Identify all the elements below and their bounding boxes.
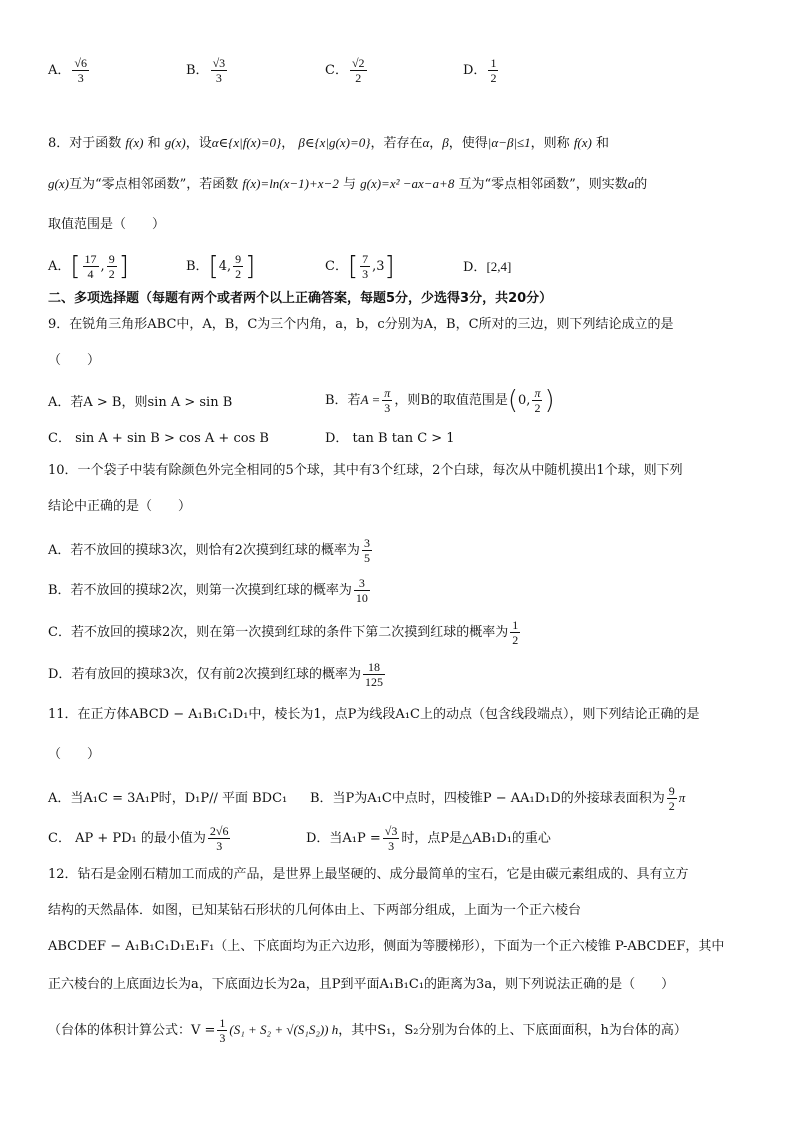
q8-line-2: g(x)互为“零点相邻函数”，若函数 f(x)=ln(x−1)+x−2 与 g(x)=x² −ax−a+8 互为“零点相邻函数”，则实数a的 [48,176,648,192]
q8-option-b[interactable]: B．[4, $\frac{9}{2}$ ] [186,251,256,282]
q7-option-d[interactable]: D． $\frac{1}{2}$ [463,56,497,85]
q11-line-2: （ ） [48,747,101,762]
q8-line-3: 取值范围是（ ） [48,217,166,232]
fraction: $\frac{√6}{3}$ [74,56,87,85]
q10-line-2: 结论中正确的是（ ） [48,499,192,514]
q8-option-a[interactable]: A．[ $\frac{17}{4}$ , $\frac{9}{2}$ ] [48,251,129,282]
section-2-header: 二、多项选择题（每题有两个或者两个以上正确答案，每题5分，少选得3分，共20分） [48,291,553,306]
q7-option-a[interactable]: A． $\frac{√6}{3}$ [48,56,87,85]
fraction: $\frac{√2}{2}$ [351,56,365,85]
q9-option-c[interactable]: C． sin A + sin B > cos A + cos B [48,431,269,446]
q8-option-d[interactable]: D．[2,4] [463,259,512,275]
q11-option-c[interactable]: C． AP + PD₁ 的最小值为 $\frac{2√6}{3}$ [48,824,229,853]
q10-option-d[interactable]: D．若有放回的摸球3次，仅有前2次摸到红球的概率为 $\frac{18}{125}$ [48,660,383,689]
q9-option-b[interactable]: B．若A = $\frac{\pi}{3}$ ，则B的取值范围是(0, $\frac{\pi}{2}$ ) [325,385,555,416]
q9-option-d[interactable]: D． tan B tan C > 1 [325,431,455,446]
q11-option-a[interactable]: A．当A₁C = 3A₁P时，D₁P// 平面 BDC₁ [48,791,288,806]
q8-line-1: 8．对于函数 f(x) 和 g(x)，设α∈{x|f(x)=0}， β∈{x|g(x)=0}，若存在α，β，使得|α−β|≤1，则称 f(x) 和 [48,135,610,151]
q12-line-1: 12．钻石是金刚石精加工而成的产品，是世界上最坚硬的、成分最简单的宝石，它是由碳元素组成的、具有立方 [48,867,689,882]
q8-option-c[interactable]: C．[ $\frac{7}{3}$ ,3] [325,251,395,282]
q9-option-a[interactable]: A．若A > B，则sin A > sin B [48,395,233,410]
q12-line-3: ABCDEF − A₁B₁C₁D₁E₁F₁（上、下底面均为正六边形，侧面为等腰梯形），下面为一个正六棱锥 P-ABCDEF，其中 [48,939,725,954]
q12-line-2: 结构的天然晶体．如图，已知某钻石形状的几何体由上、下两部分组成，上面为一个正六棱台 [48,903,582,918]
q10-line-1: 10．一个袋子中装有除颜色外完全相同的5个球，其中有3个红球，2个白球，每次从中随机摸出1个球，则下列 [48,463,683,478]
q10-option-c[interactable]: C．若不放回的摸球2次，则在第一次摸到红球的条件下第二次摸到红球的概率为 $\frac{1}{2}$ [48,618,519,647]
q9-line-2: （ ） [48,353,101,368]
fraction: $\frac{1}{2}$ [490,56,497,85]
q7-option-b[interactable]: B． $\frac{√3}{3}$ [186,56,226,85]
q10-option-b[interactable]: B．若不放回的摸球2次，则第一次摸到红球的概率为 $\frac{3}{10}$ [48,576,368,605]
q11-option-d[interactable]: D．当A₁P = $\frac{√3}{3}$ 时，点P是△AB₁D₁的重心 [306,824,551,853]
q10-option-a[interactable]: A．若不放回的摸球3次，则恰有2次摸到红球的概率为 $\frac{3}{5}$ [48,536,370,565]
q11-line-1: 11．在正方体ABCD − A₁B₁C₁D₁中，棱长为1，点P为线段A₁C上的动点（包含线段端点），则下列结论正确的是 [48,707,700,722]
q7-option-c[interactable]: C． $\frac{√2}{2}$ [325,56,365,85]
fraction: $\frac{√3}{3}$ [212,56,226,85]
q12-line-4: 正六棱台的上底面边长为a，下底面边长为2a，且P到平面A₁B₁C₁的距离为3a，则下列说法正确的是（ ） [48,977,675,992]
q9-line-1: 9．在锐角三角形ABC中，A，B，C为三个内角，a，b，c分别为A，B，C所对的三边，则下列结论成立的是 [48,317,674,332]
q12-formula-note: （台体的体积计算公式：V = $\frac{1}{3}$ (S₁ + S₂ + √(S₁S₂)) h，其中S₁，S₂分别为台体的上、下底面面积，h为台体的高） [48,1016,687,1045]
q11-option-b[interactable]: B．当P为A₁C中点时，四棱锥P − AA₁D₁D的外接球表面积为 $\frac{9}{2}$ π [310,784,686,813]
